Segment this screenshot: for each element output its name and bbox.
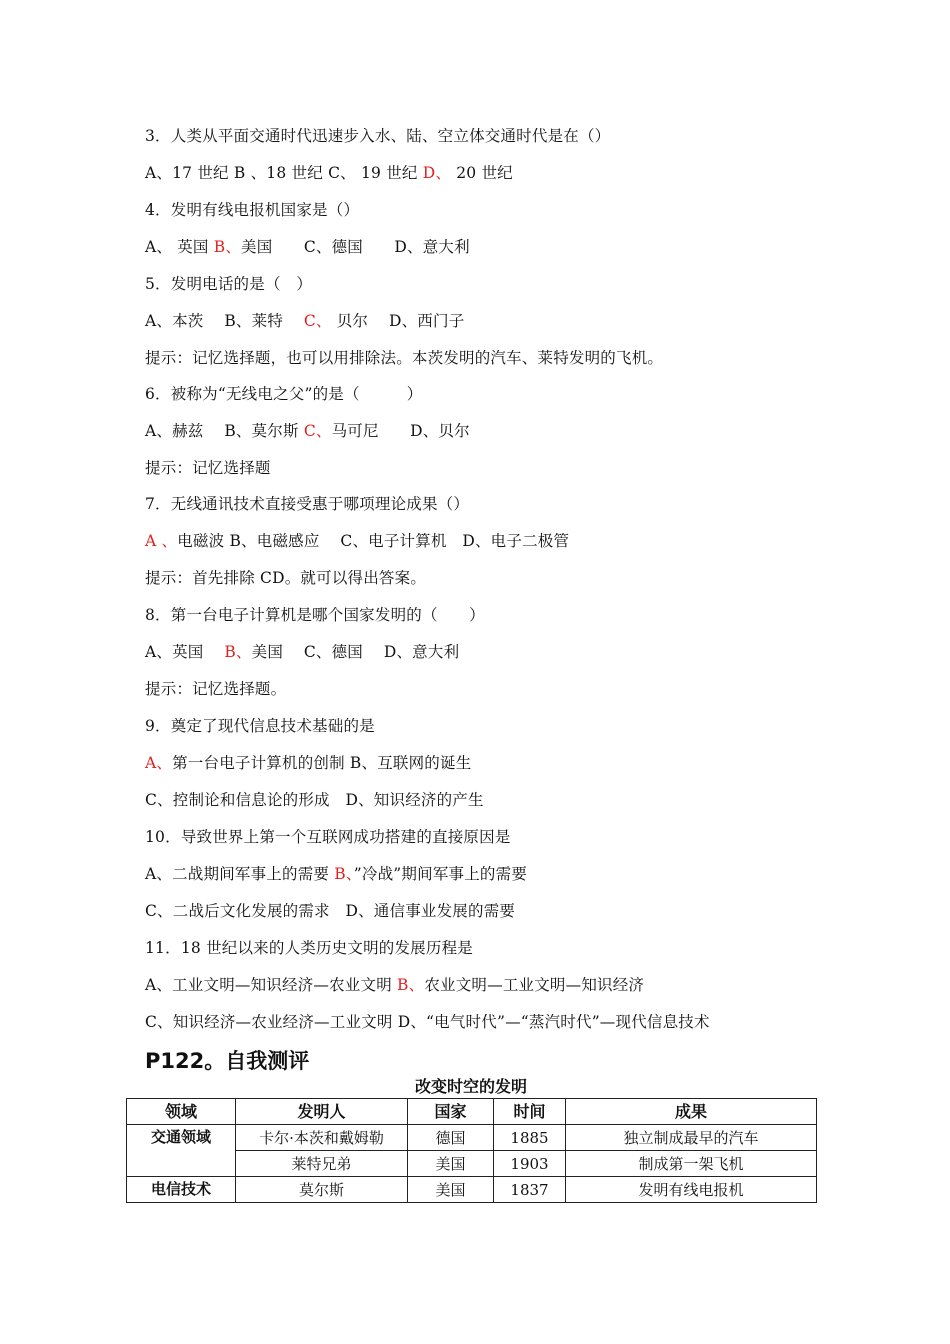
- question-11-options-2: C、知识经济—农业经济—工业文明 D、“电气时代”—“蒸汽时代”—现代信息技术: [145, 1013, 710, 1031]
- question-3: 3．人类从平面交通时代迅速步入水、陆、空立体交通时代是在（）: [145, 127, 611, 145]
- option-text: 美国 C、德国 D、意大利: [251, 643, 460, 661]
- question-8: 8．第一台电子计算机是哪个国家发明的（ ）: [145, 606, 485, 624]
- option-text: A、17 世纪 B 、18 世纪 C、 19 世纪: [145, 164, 423, 182]
- cell-result: 制成第一架飞机: [566, 1151, 817, 1177]
- hint-5: 提示：记忆选择题，也可以用排除法。本茨发明的汽车、莱特发明的飞机。: [145, 349, 664, 367]
- answer-marker: B、: [397, 976, 425, 994]
- table-row: [127, 1177, 817, 1203]
- cell-inventor: 莫尔斯: [236, 1177, 408, 1203]
- cell-result: 发明有线电报机: [566, 1177, 817, 1203]
- header-year: 时间: [494, 1099, 566, 1125]
- cell-year: 1885: [494, 1125, 566, 1151]
- question-11-options: [145, 975, 644, 995]
- header-country: 国家: [408, 1099, 494, 1125]
- answer-marker: B、: [224, 643, 252, 661]
- question-11: 11．18 世纪以来的人类历史文明的发展历程是: [145, 939, 473, 957]
- cell-country: 美国: [408, 1177, 494, 1203]
- question-6: 6．被称为“无线电之父”的是（ ）: [145, 385, 423, 403]
- option-text: 第一台电子计算机的创制 B、互联网的诞生: [172, 754, 472, 772]
- question-5: 5．发明电话的是（ ）: [145, 275, 313, 293]
- table-title: 改变时空的发明: [414, 1077, 527, 1096]
- inventions-table: [126, 1098, 817, 1203]
- table-header-row: [127, 1099, 817, 1125]
- answer-marker: B、: [334, 865, 354, 883]
- section-heading: P122。自我测评: [145, 1049, 310, 1073]
- answer-marker: C、: [303, 422, 332, 440]
- option-text: A、本茨 B、莱特: [145, 312, 304, 330]
- question-10-options: [145, 864, 527, 884]
- cell-inventor: 莱特兄弟: [236, 1151, 408, 1177]
- answer-marker: C、: [303, 312, 332, 330]
- answer-marker: A、: [145, 754, 173, 772]
- hint-7: 提示：首先排除 CD。就可以得出答案。: [145, 569, 427, 587]
- answer-marker: D、: [422, 164, 452, 182]
- header-result: 成果: [566, 1099, 817, 1125]
- cell-inventor: 卡尔·本茨和戴姆勒: [236, 1125, 408, 1151]
- question-10-options-2: C、二战后文化发展的需求 D、通信事业发展的需要: [145, 902, 516, 920]
- question-4-options: [145, 237, 470, 257]
- hint-6: 提示：记忆选择题: [145, 459, 271, 477]
- cell-field: 电信技术: [127, 1177, 236, 1203]
- answer-marker: A 、: [145, 532, 178, 550]
- cell-country: 德国: [408, 1125, 494, 1151]
- option-text: 电磁波 B、电磁感应 C、电子计算机 D、电子二极管: [177, 532, 570, 550]
- cell-year: 1903: [494, 1151, 566, 1177]
- cell-field: 交通领域: [127, 1125, 236, 1177]
- question-7: 7．无线通讯技术直接受惠于哪项理论成果（）: [145, 495, 470, 513]
- answer-marker: B、: [213, 238, 242, 256]
- question-4: 4．发明有线电报机国家是（）: [145, 201, 360, 219]
- option-text: A、英国: [145, 643, 225, 661]
- option-text: 贝尔 D、西门子: [331, 312, 465, 330]
- table-row: [127, 1125, 817, 1151]
- question-9-options: [145, 753, 471, 773]
- question-6-options: [145, 421, 470, 441]
- option-text: ”冷战”期间军事上的需要: [353, 865, 528, 883]
- hint-8: 提示：记忆选择题。: [145, 680, 287, 698]
- option-text: A、工业文明—知识经济—农业文明: [145, 976, 398, 994]
- question-8-options: [145, 642, 459, 662]
- option-text: 农业文明—工业文明—知识经济: [424, 976, 645, 994]
- question-9-options-2: C、控制论和信息论的形成 D、知识经济的产生: [145, 791, 484, 809]
- header-field: 领域: [127, 1099, 236, 1125]
- option-text: A、赫兹 B、莫尔斯: [145, 422, 304, 440]
- question-3-options: [145, 163, 513, 183]
- question-5-options: [145, 311, 464, 331]
- option-text: 马可尼 D、贝尔: [331, 422, 470, 440]
- option-text: A、 英国: [145, 238, 214, 256]
- header-inventor: 发明人: [236, 1099, 408, 1125]
- question-7-options: [145, 531, 569, 551]
- option-text: 20 世纪: [451, 164, 513, 182]
- cell-year: 1837: [494, 1177, 566, 1203]
- cell-result: 独立制成最早的汽车: [566, 1125, 817, 1151]
- option-text: 美国 C、德国 D、意大利: [241, 238, 470, 256]
- option-text: A、二战期间军事上的需要: [145, 865, 335, 883]
- question-9: 9．奠定了现代信息技术基础的是: [145, 717, 375, 735]
- cell-country: 美国: [408, 1151, 494, 1177]
- question-10: 10．导致世界上第一个互联网成功搭建的直接原因是: [145, 828, 511, 846]
